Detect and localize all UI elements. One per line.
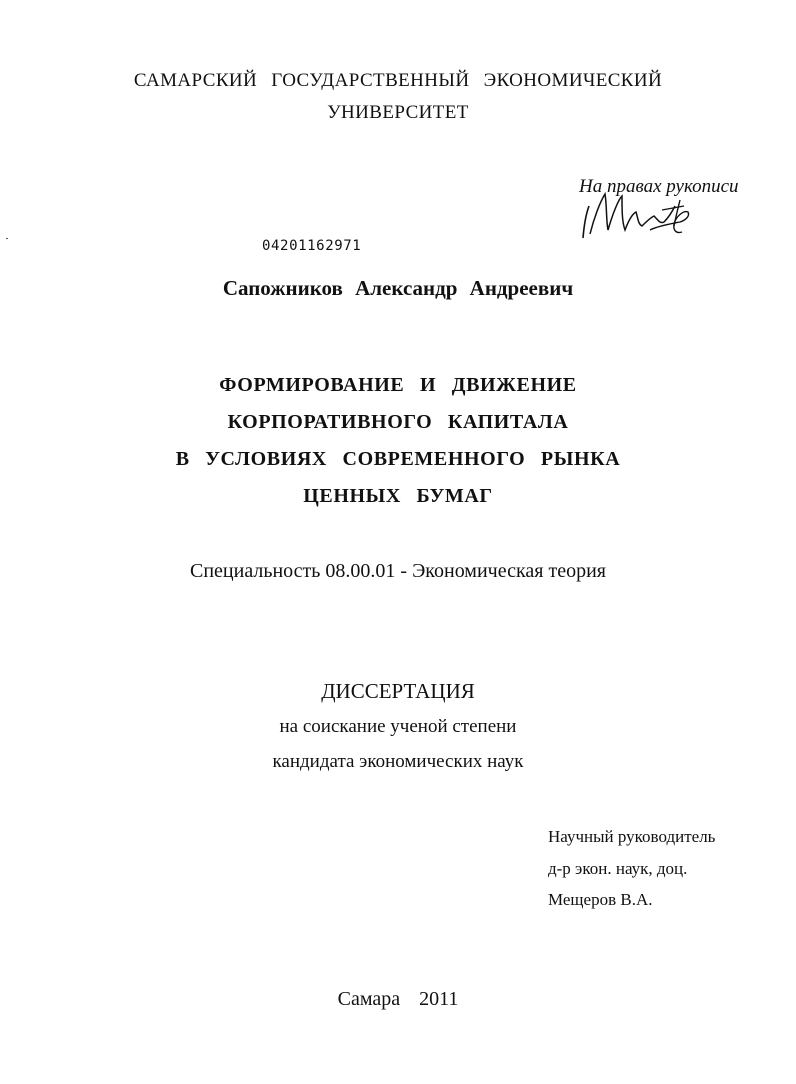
university-name-line-1: САМАРСКИЙ ГОСУДАРСТВЕННЫЙ ЭКОНОМИЧЕСКИЙ [133, 70, 663, 91]
dissertation-heading: ДИССЕРТАЦИЯ [321, 679, 475, 703]
handwritten-signature-icon [580, 186, 695, 246]
author-name: Сапожников Александр Андреевич [222, 276, 574, 300]
manuscript-rights-note: На правах рукописи [579, 176, 739, 197]
dissertation-title-line-2: КОРПОРАТИВНОГО КАПИТАЛА [227, 411, 569, 433]
degree-sought-line-2: кандидата экономических наук [272, 751, 524, 772]
dissertation-title-line-4: ЦЕННЫХ БУМАГ [303, 485, 493, 507]
advisor-name: Мещеров В.А. [548, 890, 653, 909]
registration-number: 04201162971 [262, 238, 362, 254]
dissertation-title-line-3: В УСЛОВИЯХ СОВРЕМЕННОГО РЫНКА [175, 448, 621, 470]
university-name-line-2: УНИВЕРСИТЕТ [327, 102, 469, 123]
scan-speck [6, 238, 8, 239]
city-and-year: Самара 2011 [337, 988, 459, 1010]
dissertation-title-line-1: ФОРМИРОВАНИЕ И ДВИЖЕНИЕ [219, 374, 577, 396]
advisor-role: Научный руководитель [548, 827, 716, 846]
specialty: Специальность 08.00.01 - Экономическая теория [190, 560, 606, 582]
advisor-degree: д-р экон. наук, доц. [548, 859, 688, 878]
degree-sought-line-1: на соискание ученой степени [279, 716, 517, 737]
